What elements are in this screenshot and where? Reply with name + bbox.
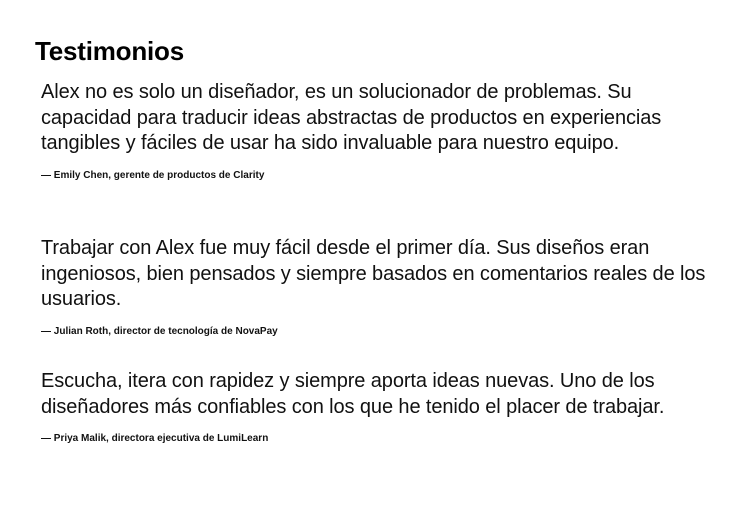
testimonial-author: — Priya Malik, directora ejecutiva de LumiLearn [41, 433, 269, 444]
testimonial-item [41, 80, 721, 183]
testimonial-item [41, 236, 721, 339]
testimonial-quote: Trabajar con Alex fue muy fácil desde el primer día. Sus diseños eran ingeniosos, bien pensados y siempre basados en comentarios reales de los usuarios. [41, 237, 706, 310]
testimonial-quote: Escucha, itera con rapidez y siempre aporta ideas nuevas. Uno de los diseñadores más confiables con los que he tenido el placer de trabajar. [41, 370, 665, 418]
testimonial-item [41, 369, 721, 446]
testimonial-quote: Alex no es solo un diseñador, es un solucionador de problemas. Su capacidad para traducir ideas abstractas de productos en experiencias tangibles y fáciles de usar ha sido invaluable para nuestro equipo. [41, 81, 662, 154]
testimonial-author: — Julian Roth, director de tecnología de NovaPay [41, 325, 278, 337]
section-title: Testimonios [35, 36, 185, 66]
testimonial-author: — Emily Chen, gerente de productos de Clarity [41, 169, 265, 181]
